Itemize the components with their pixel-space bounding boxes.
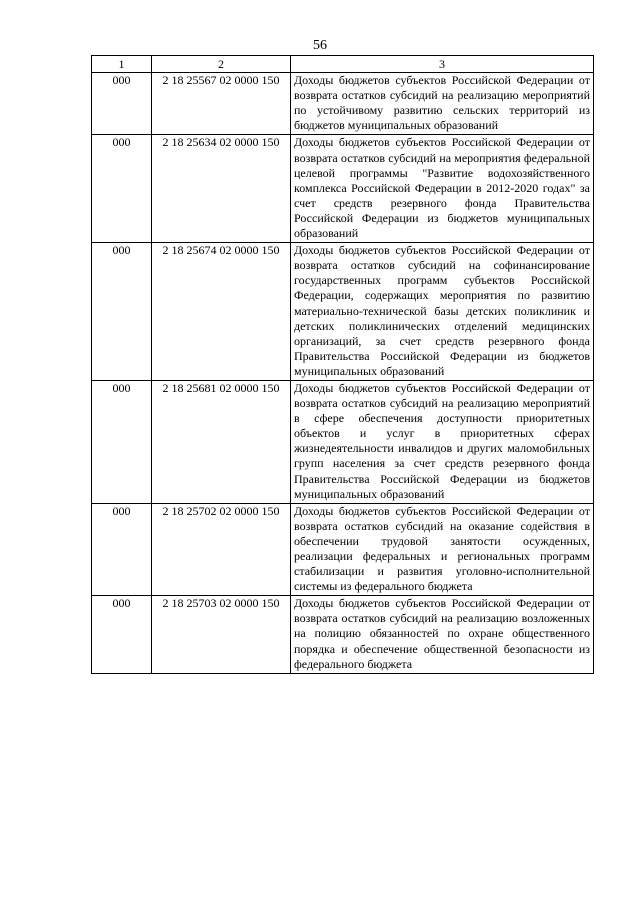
table-header-row (92, 56, 594, 73)
table-row (92, 596, 594, 673)
budget-code-cell: 2 18 25634 02 0000 150 (152, 135, 291, 243)
description-cell: Доходы бюджетов субъектов Российской Федерации от возврата остатков субсидий на реализацию возложенных на полицию обязанностей по охране общественного порядка и обеспечение общественной безопасности из федерального бюджета (291, 596, 594, 673)
description-cell: Доходы бюджетов субъектов Российской Федерации от возврата остатков субсидий на оказание содействия в обеспечении трудовой занятости осужденных, реализации федеральных и региональных программ стабилизации и развития уголовно-исполнительной системы из федерального бюджета (291, 503, 594, 596)
table-row (92, 135, 594, 243)
description-cell: Доходы бюджетов субъектов Российской Федерации от возврата остатков субсидий на мероприятия федеральной целевой программы "Развитие водохозяйственного комплекса Российской Федерации в 2012-2020 годах" за счет средств резервного фонда Правительства Российской Федерации из бюджетов муниципальных образований (291, 135, 594, 243)
admin-code-cell: 000 (92, 380, 152, 503)
admin-code-cell: 000 (92, 135, 152, 243)
description-cell: Доходы бюджетов субъектов Российской Федерации от возврата остатков субсидий на реализацию мероприятий по устойчивому развитию сельских территорий из бюджетов муниципальных образований (291, 73, 594, 135)
budget-code-cell: 2 18 25681 02 0000 150 (152, 380, 291, 503)
admin-code-cell: 000 (92, 243, 152, 381)
page-number: 56 (313, 38, 327, 53)
table-row (92, 243, 594, 381)
admin-code-cell: 000 (92, 73, 152, 135)
admin-code-cell: 000 (92, 596, 152, 673)
description-cell: Доходы бюджетов субъектов Российской Федерации от возврата остатков субсидий на реализацию мероприятий в сфере обеспечения доступности приоритетных объектов и услуг в приоритетных сферах жизнедеятельности инвалидов и других маломобильных групп населения за счет средств резервного фонда Правительства Российской Федерации из бюджетов муниципальных образований (291, 380, 594, 503)
budget-code-cell: 2 18 25703 02 0000 150 (152, 596, 291, 673)
column-header-1: 1 (92, 56, 152, 73)
budget-code-cell: 2 18 25702 02 0000 150 (152, 503, 291, 596)
table-row (92, 73, 594, 135)
column-header-2: 2 (152, 56, 291, 73)
budget-code-cell: 2 18 25674 02 0000 150 (152, 243, 291, 381)
description-cell: Доходы бюджетов субъектов Российской Федерации от возврата остатков субсидий на софинансирование государственных программ субъектов Российской Федерации, содержащих мероприятия по развитию материально-технической базы детских поликлиник и детских поликлинических отделений медицинских организаций, за счет средств резервного фонда Правительства Российской Федерации из бюджетов муниципальных образований (291, 243, 594, 381)
column-header-3: 3 (291, 56, 594, 73)
admin-code-cell: 000 (92, 503, 152, 596)
table-row (92, 503, 594, 596)
budget-code-cell: 2 18 25567 02 0000 150 (152, 73, 291, 135)
budget-revenue-table (91, 55, 594, 674)
table-row (92, 380, 594, 503)
